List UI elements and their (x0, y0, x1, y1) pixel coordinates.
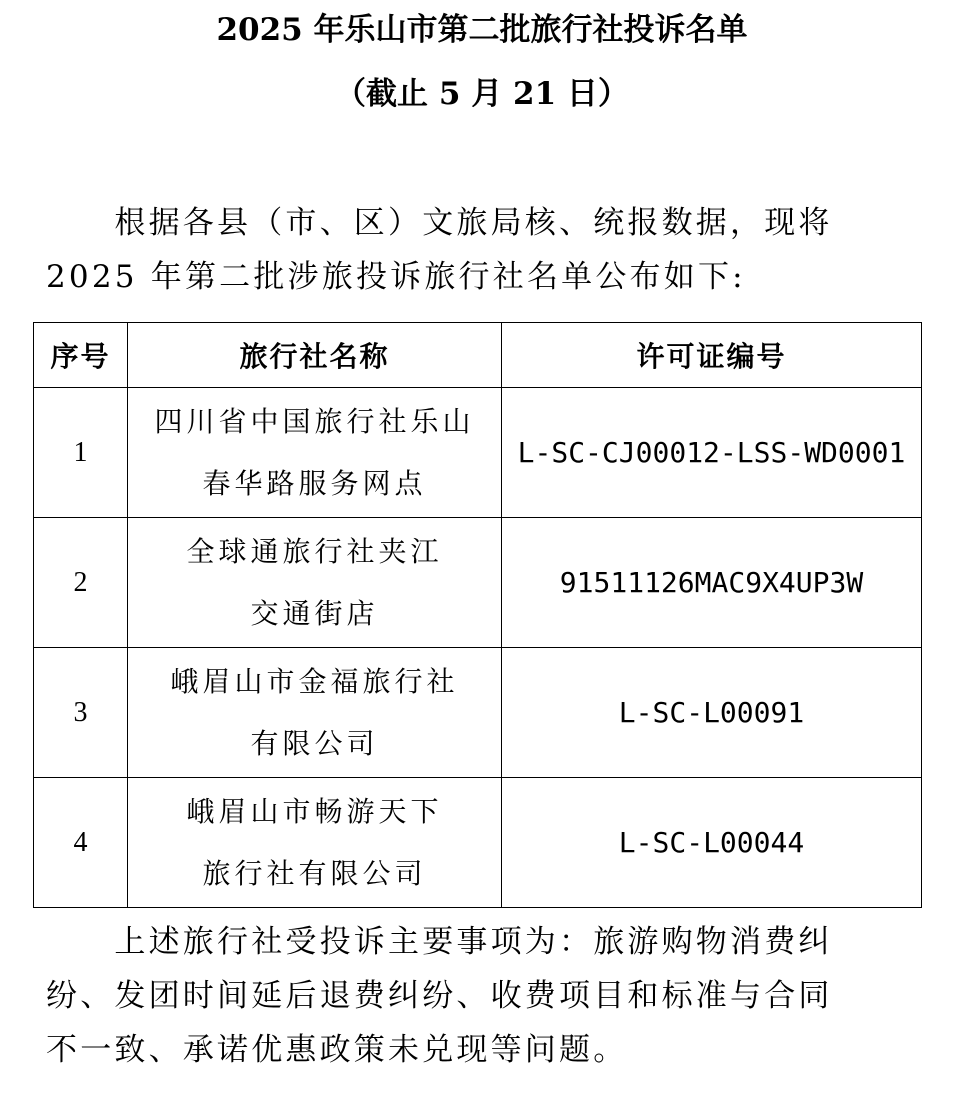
intro-line: 2025 年第二批涉旅投诉旅行社名单公布如下: (46, 259, 746, 295)
document-subtitle: （截止 5 月 21 日） (335, 76, 629, 112)
summary-paragraph (46, 915, 908, 1077)
table-row (34, 648, 922, 778)
agency-name-line: 峨眉山市金福旅行社 (170, 664, 459, 698)
header-serial-number: 序号 (34, 323, 128, 388)
table-row (34, 778, 922, 908)
summary-line: 不一致、承诺优惠政策未兑现等问题。 (46, 1032, 628, 1068)
summary-line: 上述旅行社受投诉主要事项为：旅游购物消费纠 (46, 924, 833, 960)
row-license-number: L-SC-L00044 (502, 778, 922, 908)
table-row (34, 388, 922, 518)
intro-paragraph (46, 196, 908, 304)
row-license-number: L-SC-CJ00012-LSS-WD0001 (502, 388, 922, 518)
summary-line: 纷、发团时间延后退费纠纷、收费项目和标准与合同 (46, 978, 833, 1014)
row-serial-number: 4 (34, 778, 128, 908)
row-agency-name (128, 778, 502, 908)
table-row (34, 518, 922, 648)
agency-name-line: 全球通旅行社夹江 (186, 534, 443, 568)
agency-name-line: 旅行社有限公司 (202, 856, 427, 890)
row-agency-name (128, 388, 502, 518)
row-agency-name (128, 648, 502, 778)
row-license-number: 91511126MAC9X4UP3W (502, 518, 922, 648)
row-serial-number: 2 (34, 518, 128, 648)
agency-name-line: 四川省中国旅行社乐山 (154, 404, 475, 438)
intro-line: 根据各县（市、区）文旅局核、统报数据，现将 (46, 205, 833, 241)
row-agency-name (128, 518, 502, 648)
table-header-row (34, 323, 922, 388)
row-license-number: L-SC-L00091 (502, 648, 922, 778)
agency-name-line: 春华路服务网点 (202, 466, 427, 500)
header-license-number: 许可证编号 (502, 323, 922, 388)
agency-name-line: 交通街店 (250, 596, 379, 630)
agency-name-line: 有限公司 (250, 726, 379, 760)
row-serial-number: 3 (34, 648, 128, 778)
header-agency-name: 旅行社名称 (128, 323, 502, 388)
document-title: 2025 年乐山市第二批旅行社投诉名单 (216, 12, 748, 48)
agency-name-line: 峨眉山市畅游天下 (186, 794, 443, 828)
complaint-table (33, 322, 922, 908)
row-serial-number: 1 (34, 388, 128, 518)
